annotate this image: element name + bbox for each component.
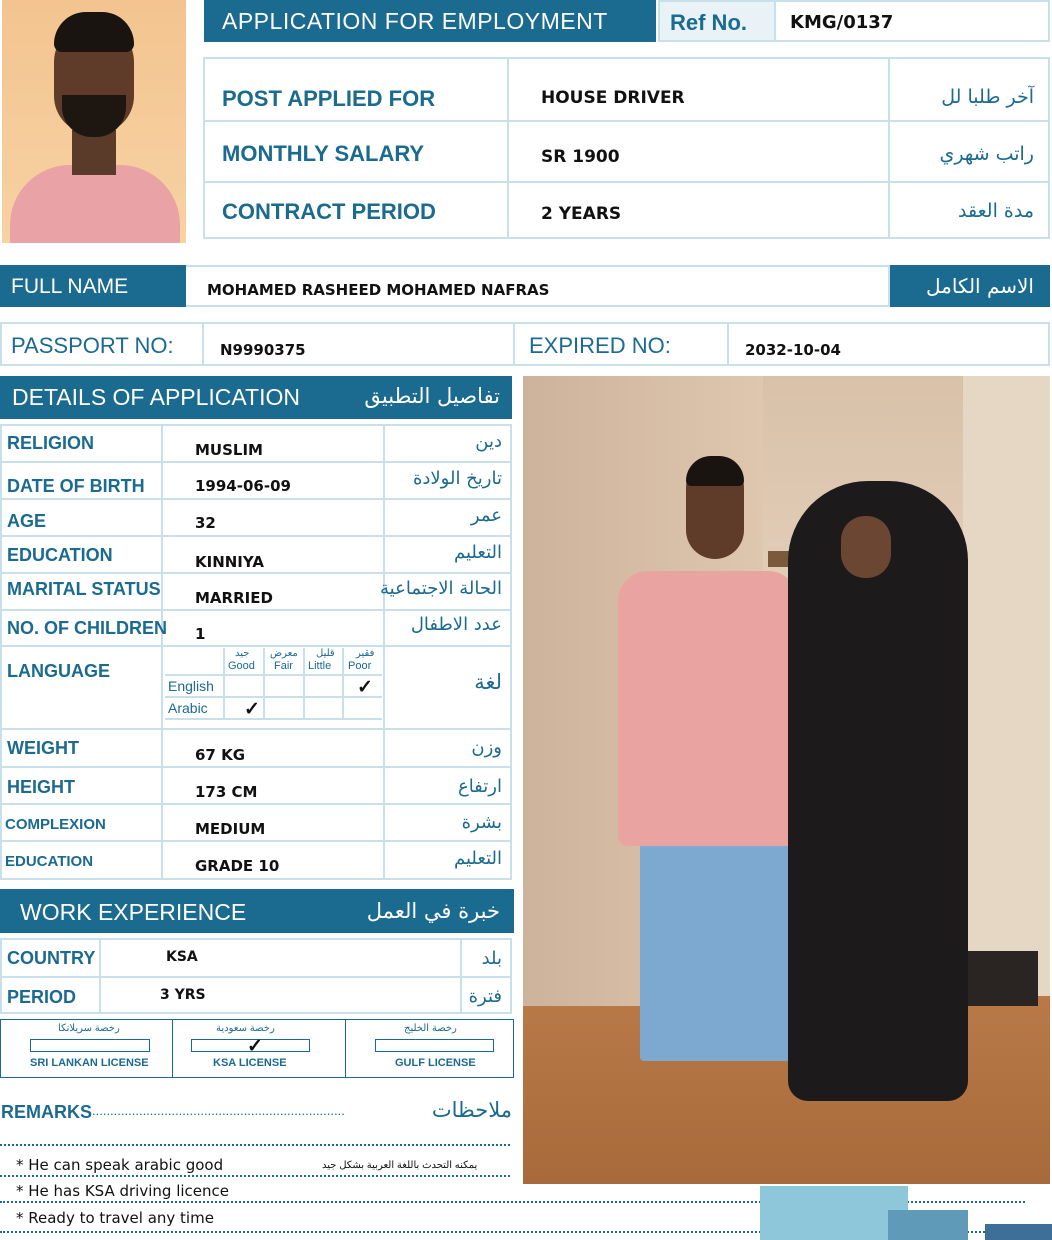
full-name-label: FULL NAME: [11, 275, 129, 298]
religion-value: MUSLIM: [195, 441, 263, 459]
decor-block-2: [888, 1210, 968, 1240]
post-label: POST APPLIED FOR: [222, 86, 436, 111]
level-poor: Poor: [348, 660, 372, 672]
full-name-value: MOHAMED RASHEED MOHAMED NAFRAS: [207, 281, 550, 299]
children-label: NO. OF CHILDREN: [7, 618, 167, 638]
country-value: KSA: [166, 949, 198, 965]
full-name-arabic-box: [890, 265, 1050, 307]
page-title: APPLICATION FOR EMPLOYMENT: [222, 8, 608, 34]
arabic-good-check: ✓: [244, 699, 260, 720]
period-label: PERIOD: [7, 987, 77, 1007]
license-ksa-check: ✓: [247, 1036, 263, 1057]
remark-item-3: * Ready to travel any time: [16, 1209, 214, 1227]
country-label: COUNTRY: [7, 948, 96, 968]
work-title-arabic: خبرة في العمل: [366, 899, 500, 923]
weight-value: 67 KG: [195, 746, 246, 764]
dob-value: 1994-06-09: [195, 477, 291, 495]
contract-arabic: مدة العقد: [958, 200, 1034, 222]
language-arabic: لغة: [474, 670, 502, 694]
language-arabic-row: Arabic: [168, 700, 208, 716]
education-label: EDUCATION: [7, 545, 113, 565]
post-arabic: آخر طلبا لل: [941, 86, 1034, 108]
full-name-arabic: الاسم الكامل: [925, 274, 1034, 298]
license-ksa-ar: رخصة سعودية: [216, 1023, 275, 1034]
license-gulf-ar: رخصة الخليج: [404, 1023, 457, 1034]
remark-item-1-arabic: يمكنه التحدث باللغة العربية بشكل جيد: [322, 1160, 478, 1171]
passport-label: PASSPORT NO:: [11, 333, 174, 358]
english-poor-check: ✓: [357, 677, 373, 698]
license-sl-ar: رخصة سريلانكا: [58, 1023, 120, 1034]
language-label: LANGUAGE: [7, 661, 110, 681]
complexion-arabic: بشرة: [461, 812, 502, 833]
height-label: HEIGHT: [7, 777, 76, 797]
remark-item-1: * He can speak arabic good: [16, 1156, 224, 1174]
work-title: WORK EXPERIENCE: [20, 899, 247, 925]
contract-label: CONTRACT PERIOD: [222, 199, 436, 224]
title-bar: [204, 0, 656, 42]
weight-arabic: وزن: [471, 737, 502, 758]
license-sl-box: [30, 1039, 150, 1052]
details-title: DETAILS OF APPLICATION: [12, 384, 300, 410]
age-value: 32: [195, 514, 216, 532]
level-fair: Fair: [274, 660, 293, 672]
level-little: Little: [308, 660, 332, 672]
ref-label: Ref No.: [670, 10, 747, 35]
ref-label-box: [658, 0, 776, 42]
height-value: 173 CM: [195, 783, 258, 801]
remarks-label: REMARKS: [1, 1102, 93, 1122]
level-good-ar: جيد: [235, 648, 250, 659]
details-header: [0, 376, 512, 419]
age-label: AGE: [7, 511, 47, 531]
level-good: Good: [228, 660, 255, 672]
weight-label: WEIGHT: [7, 738, 79, 758]
language-grid: [165, 648, 382, 720]
children-arabic: عدد الاطفال: [410, 614, 502, 635]
license-ksa: KSA LICENSE: [213, 1057, 287, 1069]
contract-value: 2 YEARS: [541, 204, 622, 224]
ref-value: KMG/0137: [790, 12, 894, 33]
dob-arabic: تاريخ الولادة: [412, 468, 502, 489]
education2-value: GRADE 10: [195, 857, 280, 875]
work-header: [0, 889, 514, 933]
complexion-label: COMPLEXION: [5, 816, 106, 833]
education-arabic: التعليم: [454, 542, 502, 563]
children-value: 1: [195, 625, 206, 643]
remark-item-2: * He has KSA driving licence: [16, 1182, 229, 1200]
country-arabic: بلد: [481, 948, 502, 969]
education2-arabic: التعليم: [454, 848, 502, 869]
remarks-dots: ......................................................................: [92, 1103, 345, 1118]
level-poor-ar: فقير: [356, 648, 375, 659]
applicant-portrait: [2, 0, 186, 243]
dob-label: DATE OF BIRTH: [7, 476, 145, 496]
ref-value-box: [776, 0, 1050, 42]
language-english: English: [168, 678, 214, 694]
age-arabic: عمر: [470, 505, 502, 526]
post-value: HOUSE DRIVER: [541, 88, 685, 108]
passport-value: N9990375: [220, 341, 306, 359]
marital-label: MARITAL STATUS: [7, 579, 161, 599]
decor-block-3: [985, 1224, 1052, 1240]
expiry-value: 2032-10-04: [745, 341, 841, 359]
religion-label: RELIGION: [7, 433, 95, 453]
marital-value: MARRIED: [195, 589, 273, 607]
license-gulf-box: [375, 1039, 494, 1052]
license-gulf: GULF LICENSE: [395, 1057, 476, 1069]
religion-arabic: دين: [475, 431, 502, 452]
details-title-arabic: تفاصيل التطبيق: [364, 384, 500, 408]
license-sl: SRI LANKAN LICENSE: [30, 1057, 149, 1069]
salary-arabic: راتب شهري: [939, 143, 1034, 165]
remarks-arabic: ملاحظات: [431, 1098, 512, 1122]
height-arabic: ارتفاع: [457, 776, 502, 797]
complexion-value: MEDIUM: [195, 820, 266, 838]
period-value: 3 YRS: [160, 987, 206, 1003]
level-fair-ar: معرض: [270, 648, 298, 659]
salary-value: SR 1900: [541, 147, 620, 167]
education-value: KINNIYA: [195, 553, 264, 571]
level-little-ar: قليل: [316, 648, 335, 659]
marital-arabic: الحالة الاجتماعية: [380, 578, 502, 599]
salary-label: MONTHLY SALARY: [222, 141, 425, 166]
full-name-label-box: [0, 265, 186, 307]
applicant-family-photo: [523, 376, 1050, 1184]
expiry-label: EXPIRED NO:: [529, 333, 671, 358]
education2-label: EDUCATION: [5, 853, 94, 870]
period-arabic: فترة: [468, 986, 502, 1007]
decor-block-1: [760, 1186, 908, 1240]
